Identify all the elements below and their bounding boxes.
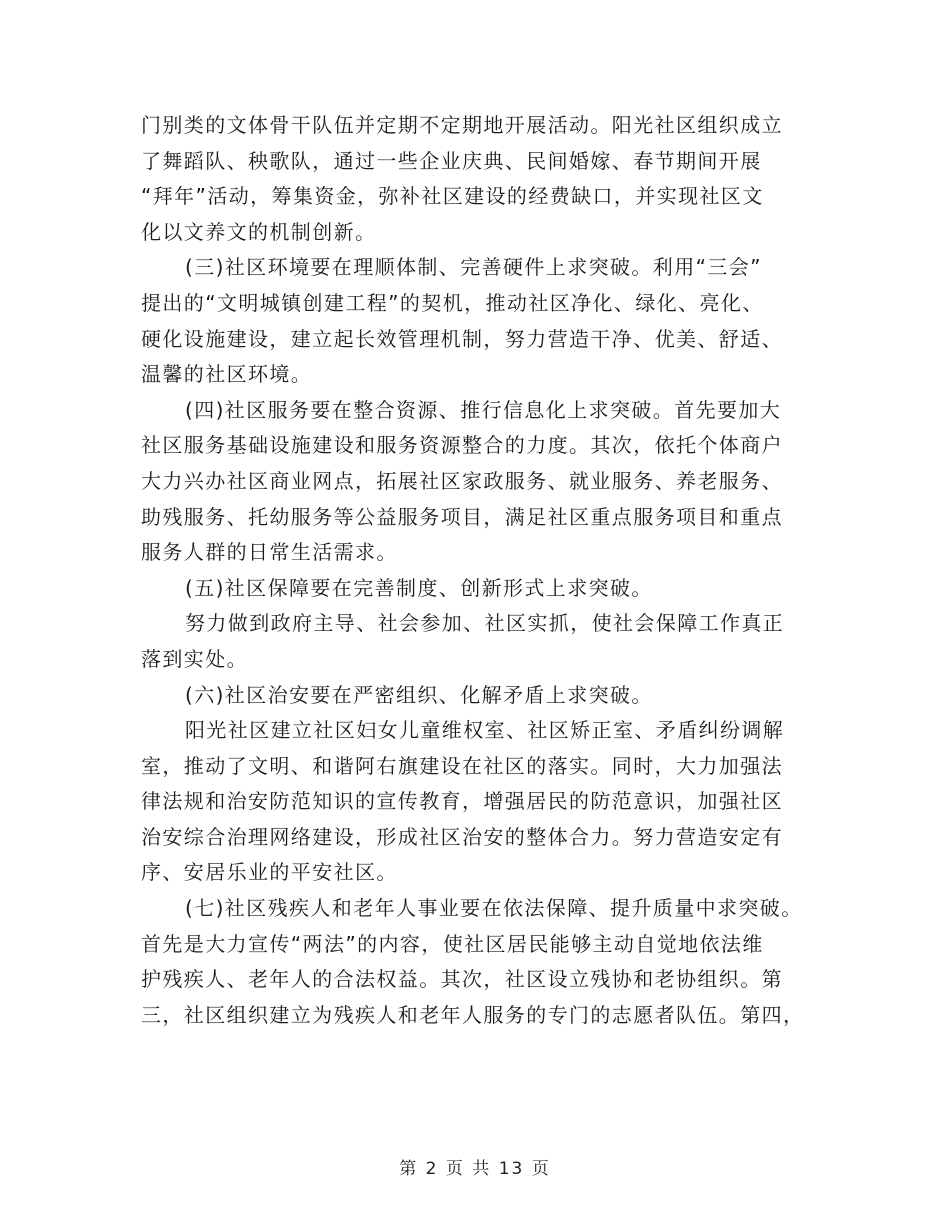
text-line: 三，社区组织建立为残疾人和老年人服务的专门的志愿者队伍。第四， — [141, 1002, 805, 1027]
text-line: 服务人群的日常生活需求。 — [141, 540, 398, 565]
text-line: 律法规和治安防范知识的宣传教育，增强居民的防范意识，加强社区 — [141, 789, 783, 814]
text-line: 治安综合治理网络建设，形成社区治安的整体合力。努力营造安定有 — [141, 824, 783, 849]
text-line: 温馨的社区环境。 — [141, 362, 313, 387]
text-line: 硬化设施建设，建立起长效管理机制，努力营造干净、优美、舒适、 — [141, 326, 783, 351]
text-line: 阳光社区建立社区妇女儿童维权室、社区矫正室、矛盾纠纷调解 — [185, 718, 785, 743]
page-footer: 第 2 页 共 13 页 — [399, 1159, 551, 1179]
text-line: 护残疾人、老年人的合法权益。其次，社区设立残协和老协组织。第 — [141, 967, 783, 992]
text-line: 大力兴办社区商业网点，拓展社区家政服务、就业服务、养老服务、 — [141, 468, 783, 493]
text-line: “拜年”活动，筹集资金，弥补社区建设的经费缺口，并实现社区文 — [141, 184, 764, 209]
text-line: 了舞蹈队、秧歌队，通过一些企业庆典、民间婚嫁、春节期间开展 — [141, 148, 762, 173]
text-line: 首先是大力宣传“两法”的内容，使社区居民能够主动自觉地依法维 — [141, 931, 764, 956]
text-line: (三)社区环境要在理顺体制、完善硬件上求突破。利用“三会” — [185, 255, 762, 280]
text-line: 门别类的文体骨干队伍并定期不定期地开展活动。阳光社区组织成立 — [141, 113, 783, 137]
text-line: (四)社区服务要在整合资源、推行信息化上求突破。首先要加大 — [185, 397, 782, 422]
text-line: 落到实处。 — [141, 646, 248, 671]
text-line: (六)社区治安要在严密组织、化解矛盾上求突破。 — [185, 682, 653, 707]
text-line: (五)社区保障要在完善制度、创新形式上求突破。 — [185, 575, 653, 600]
text-line: 社区服务基础设施建设和服务资源整合的力度。其次，依托个体商户 — [141, 433, 783, 458]
text-line: 助残服务、托幼服务等公益服务项目，满足社区重点服务项目和重点 — [141, 504, 783, 529]
text-line: 提出的“文明城镇创建工程”的契机，推动社区净化、绿化、亮化、 — [141, 290, 764, 315]
document-body — [141, 108, 821, 1033]
text-line: 努力做到政府主导、社会参加、社区实抓，使社会保障工作真正 — [185, 611, 785, 636]
text-line: (七)社区残疾人和老年人事业要在依法保障、提升质量中求突破。 — [185, 896, 803, 921]
text-line: 化以文养文的机制创新。 — [141, 219, 377, 244]
text-line: 序、安居乐业的平安社区。 — [141, 860, 398, 885]
text-line: 室，推动了文明、和谐阿右旗建设在社区的落实。同时，大力加强法 — [141, 753, 783, 778]
